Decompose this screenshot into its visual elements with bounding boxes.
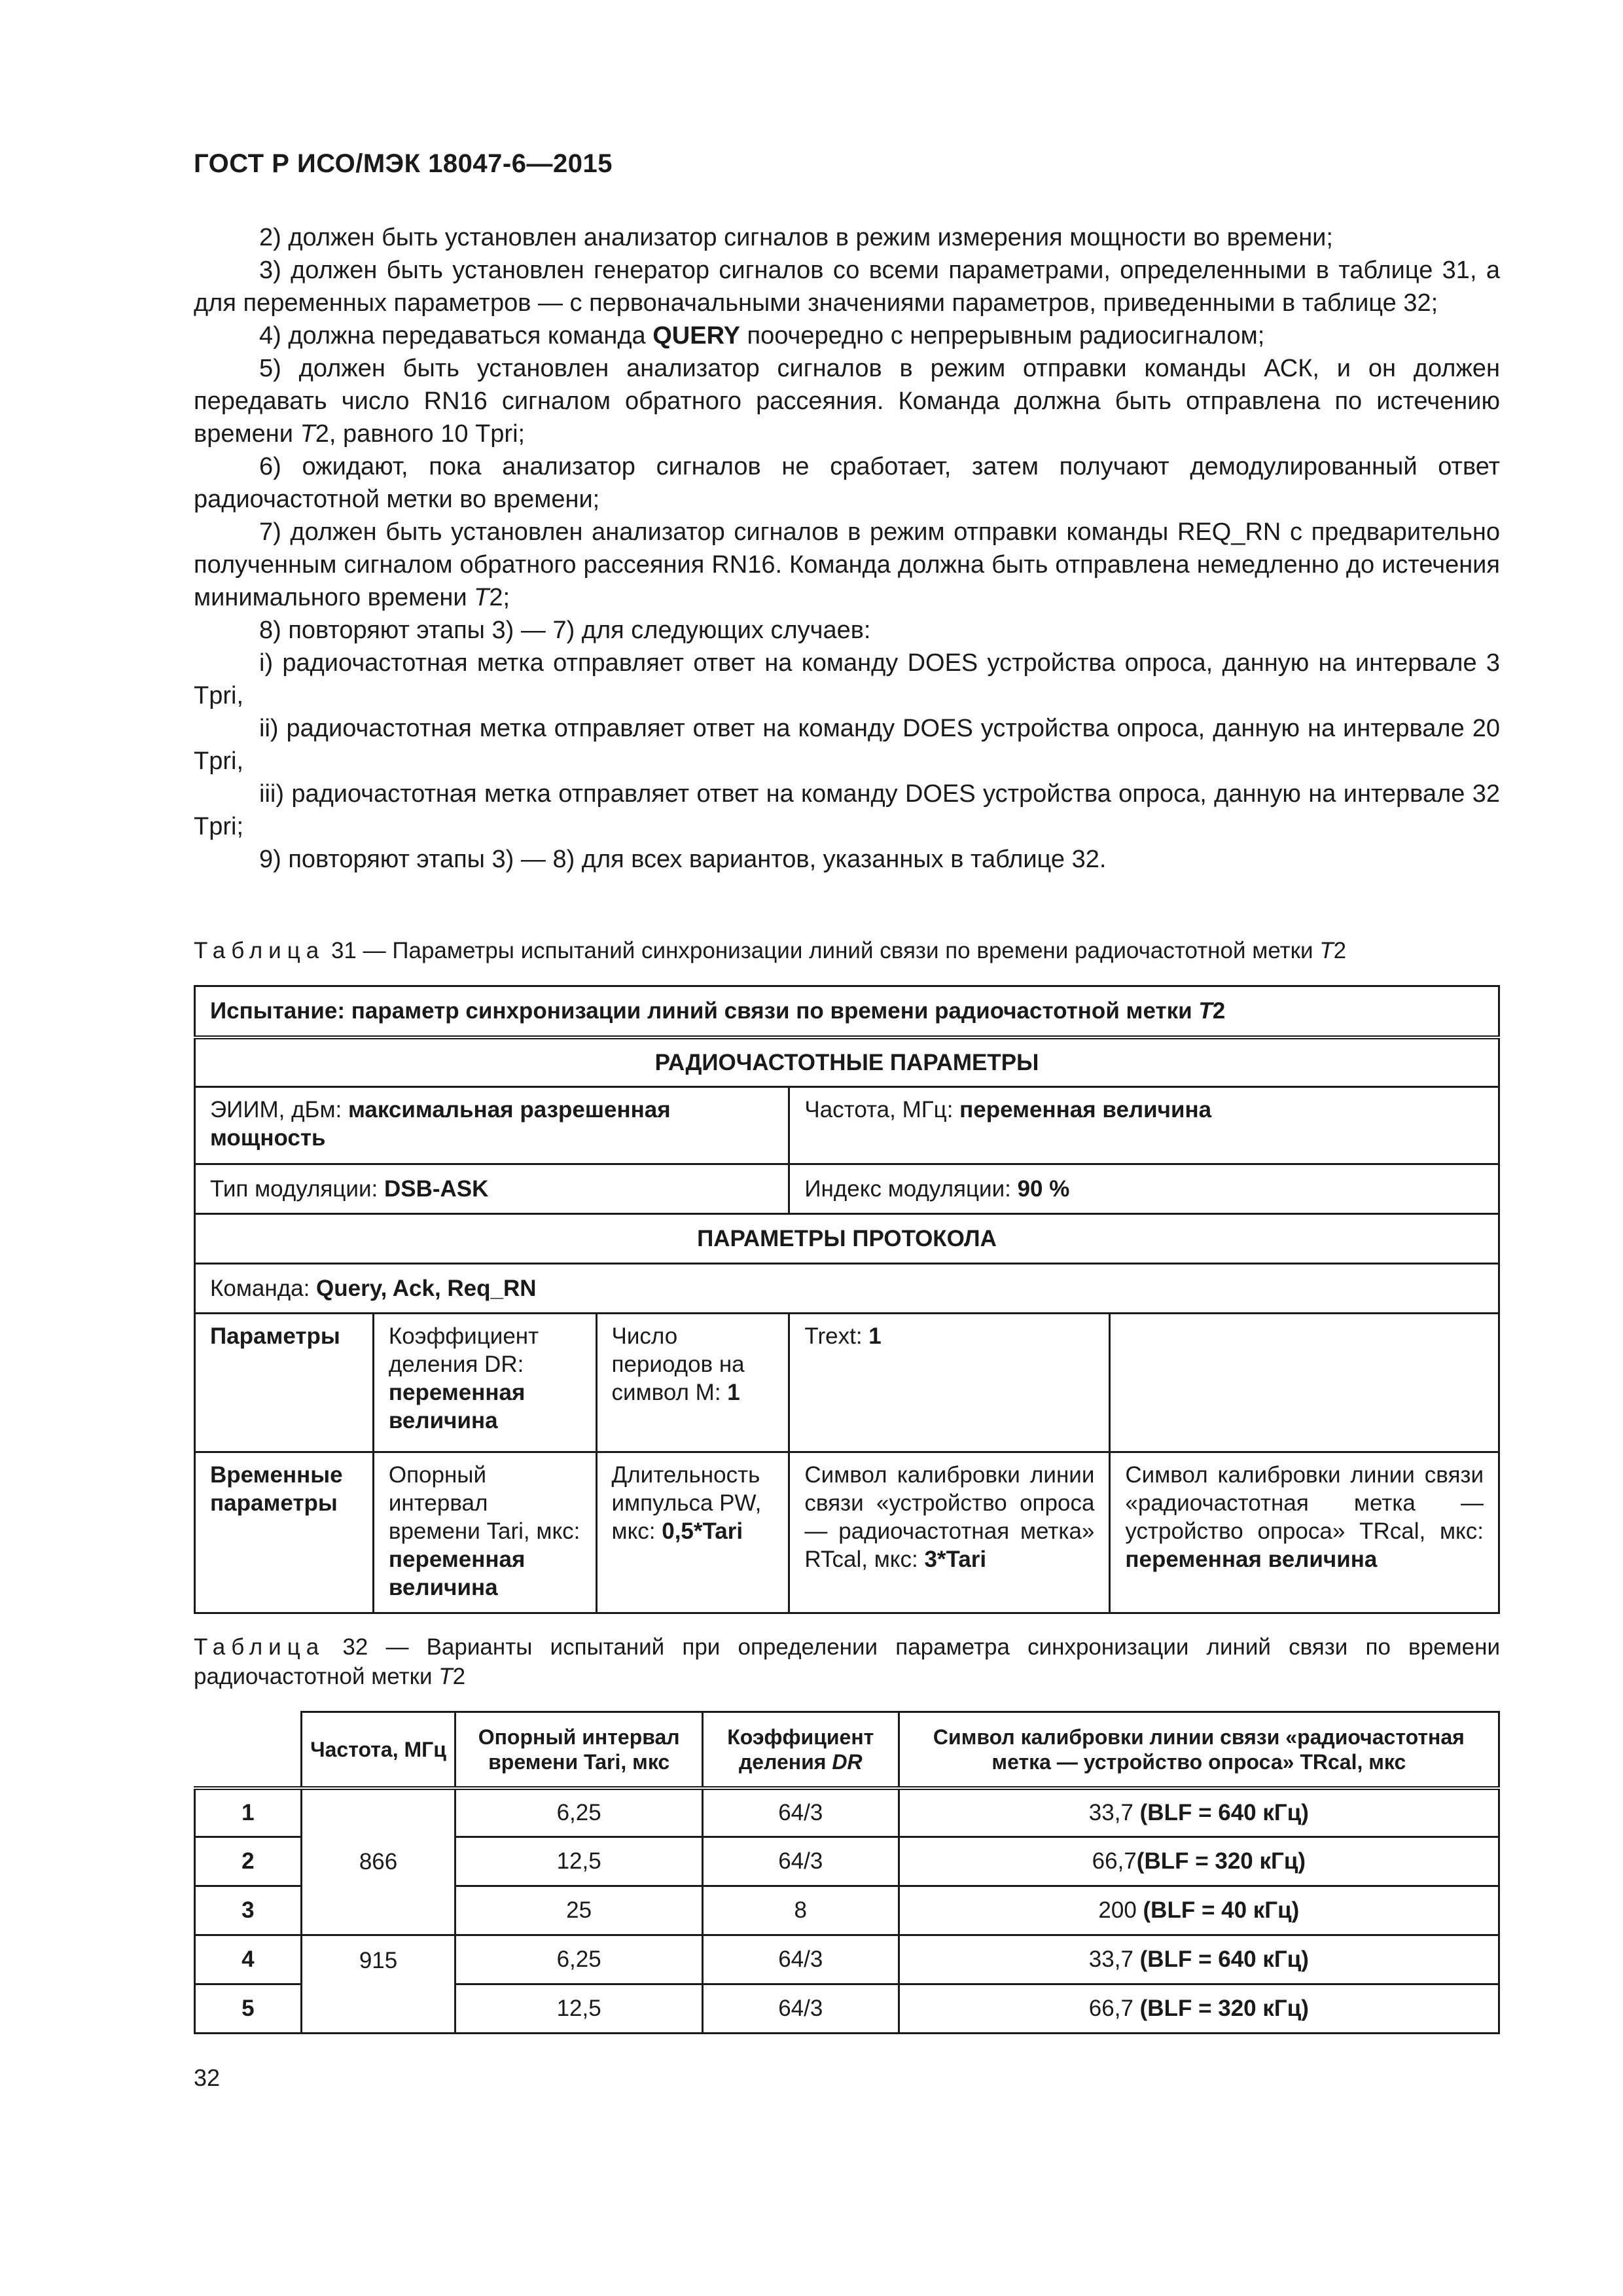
header-dr-label: Коэффициент деления	[727, 1725, 874, 1774]
case-ii: ii) радиочастотная метка отправляет ответ на команду DOES устройства опроса, данную на интервале 20 Tpri,	[194, 715, 1500, 775]
frequency-cell	[789, 1087, 1499, 1164]
tari-value: 25	[455, 1886, 702, 1935]
table-31	[194, 985, 1500, 1614]
modulation-index-label: Индекс модуляции:	[804, 1176, 1018, 1202]
table-31-caption	[194, 936, 1500, 965]
blf-value: (BLF = 40 кГц)	[1143, 1897, 1300, 1923]
dr-value: 64/3	[702, 1837, 899, 1886]
row-number: 5	[195, 1984, 302, 2034]
m-value: 1	[727, 1380, 740, 1405]
t-symbol: T	[1319, 938, 1334, 963]
trcal-value	[899, 1984, 1499, 2034]
caption-tail: 2	[452, 1664, 466, 1689]
eirp-value: максимальная разрешенная мощность	[210, 1097, 671, 1151]
command-label: Команда:	[210, 1276, 317, 1301]
trcal-value	[899, 1935, 1499, 1984]
query-command: QUERY	[652, 322, 740, 350]
tari-value: 12,5	[455, 1837, 702, 1886]
step-5-text: 5) должен быть установлен анализатор сигналов в режим отправки команды АСК, и он должен передавать число RN16 сигналом обратного рассеяния. Команда должна быть отправлена по истечению времени	[194, 355, 1500, 448]
frequency-value: переменная величина	[959, 1097, 1212, 1122]
procedure-steps	[194, 221, 1500, 876]
test-tail: 2	[1212, 998, 1226, 1024]
step-6: 6) ожидают, пока анализатор сигналов не сработает, затем получают демодулированный ответ радиочастотной метки во времени;	[194, 453, 1500, 513]
trext-cell	[789, 1314, 1110, 1452]
protocol-section-title: ПАРАМЕТРЫ ПРОТОКОЛА	[195, 1214, 1499, 1264]
modulation-type-value: DSB-ASK	[383, 1176, 489, 1202]
step-4-text-end: поочередно с непрерывным радиосигналом;	[740, 322, 1265, 350]
dr-cell	[373, 1314, 596, 1452]
trcal-label: Символ калибровки линии связи «радиочастотная метка — устройство опроса» TRcal, мкс:	[1125, 1462, 1484, 1544]
trcal-value	[899, 1788, 1499, 1837]
document-header: ГОСТ Р ИСО/МЭК 18047-6—2015	[194, 149, 613, 178]
table-32	[194, 1711, 1500, 2034]
tari-value: 12,5	[455, 1984, 702, 2034]
table-row	[195, 1788, 1499, 1837]
caption-tail: 2	[1333, 938, 1347, 963]
modulation-type-cell	[195, 1164, 789, 1214]
dr-value: переменная величина	[388, 1380, 526, 1433]
t-symbol: T	[1198, 998, 1213, 1024]
dr-value: 64/3	[702, 1935, 899, 1984]
step-2: 2) должен быть установлен анализатор сигналов в режим измерения мощности во времени;	[259, 224, 1333, 251]
row-number: 2	[195, 1837, 302, 1886]
step-5-text-end: 2, равного 10 Tpri;	[315, 420, 526, 448]
trcal-cell	[1110, 1452, 1499, 1613]
blf-value: (BLF = 640 кГц)	[1139, 1946, 1309, 1972]
eirp-cell	[195, 1087, 789, 1164]
caption-word: Таблица	[194, 938, 325, 963]
eirp-label: ЭИИМ, дБм:	[210, 1097, 348, 1122]
modulation-index-cell	[789, 1164, 1499, 1214]
step-9: 9) повторяют этапы 3) — 8) для всех вариантов, указанных в таблице 32.	[259, 846, 1107, 873]
trext-label: Trext:	[804, 1323, 869, 1349]
dr-value: 64/3	[702, 1788, 899, 1837]
m-cell	[596, 1314, 789, 1452]
header-tari: Опорный интервал времени Tari, мкс	[455, 1712, 702, 1788]
trcal-number: 66,7	[1088, 1996, 1140, 2021]
empty-cell	[1110, 1314, 1499, 1452]
step-4-text: 4) должна передаваться команда	[259, 322, 653, 350]
modulation-index-value: 90 %	[1017, 1176, 1070, 1202]
corner-cell	[195, 1712, 302, 1788]
rtcal-value: 3*Tari	[924, 1547, 987, 1572]
frequency-group: 915	[301, 1935, 455, 2034]
tari-label: Опорный интервал времени Tari, мкс:	[388, 1462, 580, 1544]
m-label: Число периодов на символ М:	[611, 1323, 745, 1405]
header-frequency: Частота, МГц	[301, 1712, 455, 1788]
test-title	[195, 986, 1499, 1037]
t-symbol: T	[438, 1664, 453, 1689]
blf-value: (BLF = 320 кГц)	[1139, 1996, 1309, 2021]
row-number: 3	[195, 1886, 302, 1935]
case-i: i) радиочастотная метка отправляет ответ на команду DOES устройства опроса, данную на интервале 3 Tpri,	[194, 649, 1500, 709]
row-number: 4	[195, 1935, 302, 1984]
blf-value: (BLF = 320 кГц)	[1136, 1848, 1306, 1874]
trcal-value: переменная величина	[1125, 1547, 1378, 1572]
caption-word: Таблица	[194, 1634, 325, 1660]
page-number: 32	[194, 2064, 221, 2091]
rtcal-cell	[789, 1452, 1110, 1613]
trcal-value	[899, 1837, 1499, 1886]
step-8: 8) повторяют этапы 3) — 7) для следующих случаев:	[259, 617, 871, 644]
rf-section-title: РАДИОЧАСТОТНЫЕ ПАРАМЕТРЫ	[195, 1037, 1499, 1087]
modulation-type-label: Тип модуляции:	[210, 1176, 384, 1202]
step-7	[194, 516, 1500, 614]
case-iii: iii) радиочастотная метка отправляет ответ на команду DOES устройства опроса, данную на интервале 32 Tpri;	[194, 780, 1500, 840]
step-7-text-end: 2;	[489, 584, 510, 611]
trext-value: 1	[868, 1323, 882, 1349]
tari-cell	[373, 1452, 596, 1613]
trcal-number: 66,7	[1092, 1848, 1137, 1874]
dr-label: Коэффициент деления DR:	[388, 1323, 539, 1377]
dr-value: 8	[702, 1886, 899, 1935]
rtcal-label: Символ калибровки линии связи «устройство опроса — радиочастотная метка» RTcal, мкс:	[804, 1462, 1095, 1572]
header-trcal: Символ калибровки линии связи «радиочастотная метка — устройство опроса» TRcal, мкс	[899, 1712, 1499, 1788]
blf-value: (BLF = 640 кГц)	[1139, 1799, 1309, 1825]
frequency-group: 866	[301, 1788, 455, 1935]
timing-label: Временные параметры	[195, 1452, 374, 1613]
row-number: 1	[195, 1788, 302, 1837]
command-value: Query, Ack, Req_RN	[316, 1276, 537, 1301]
pw-label: Длительность импульса PW, мкс:	[611, 1462, 762, 1544]
step-5	[194, 352, 1500, 450]
step-7-text: 7) должен быть установлен анализатор сигналов в режим отправки команды REQ_RN с предварительно полученным сигналом обратного рассеяния RN16. Команда должна быть отправлена немедленно до истечения минимального времени	[194, 518, 1500, 611]
header-dr	[702, 1712, 899, 1788]
t-symbol: T	[300, 420, 315, 448]
tari-value: переменная величина	[388, 1547, 526, 1600]
step-4	[194, 319, 1500, 352]
frequency-label: Частота, МГц:	[804, 1097, 960, 1122]
dr-value: 64/3	[702, 1984, 899, 2034]
pw-value: 0,5*Tari	[662, 1518, 743, 1544]
trcal-value	[899, 1886, 1499, 1935]
command-cell	[195, 1264, 1499, 1314]
tari-value: 6,25	[455, 1935, 702, 1984]
t-symbol: T	[474, 584, 490, 611]
step-3: 3) должен быть установлен генератор сигналов со всеми параметрами, определенными в таблице 31, а для переменных параметров — с первоначальными значениями параметров, приведенными в таблице 32;	[194, 257, 1500, 317]
parameters-label: Параметры	[195, 1314, 374, 1452]
tari-value: 6,25	[455, 1788, 702, 1837]
table-row	[195, 1935, 1499, 1984]
trcal-number: 33,7	[1088, 1946, 1140, 1972]
dr-symbol: DR	[832, 1749, 863, 1774]
table-32-caption	[194, 1632, 1500, 1691]
test-label: Испытание: параметр синхронизации линий связи по времени радиочастотной метки	[210, 998, 1199, 1024]
trcal-number: 33,7	[1088, 1799, 1140, 1825]
trcal-number: 200	[1098, 1897, 1143, 1923]
pw-cell	[596, 1452, 789, 1613]
caption-text: 32 — Варианты испытаний при определении параметра синхронизации линий связи по времени радиочастотной метки	[194, 1634, 1500, 1689]
caption-text: 31 — Параметры испытаний синхронизации линий связи по времени радиочастотной метки	[325, 938, 1320, 963]
